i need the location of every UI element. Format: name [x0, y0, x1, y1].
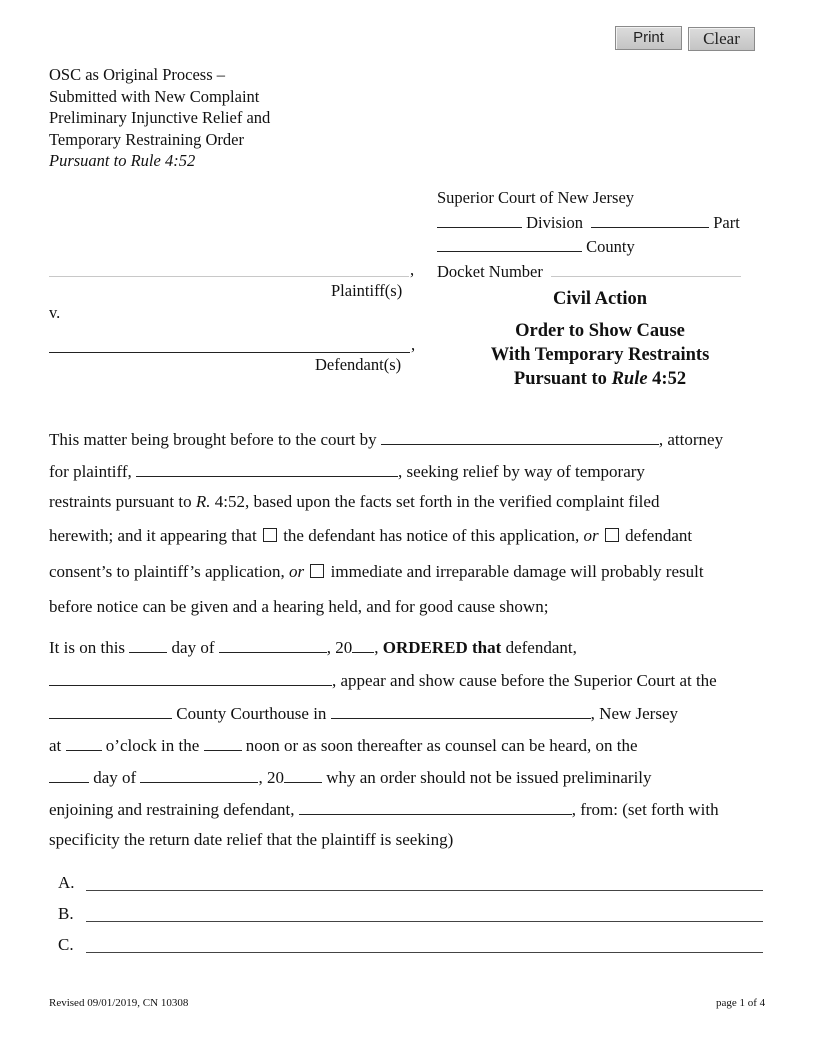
footer-page-number: page 1 of 4	[716, 997, 766, 1009]
p2-line-4: at o’clock in the noon or as soon thereafter as counsel can be heard, on the	[49, 733, 638, 757]
order-month-field[interactable]	[219, 635, 327, 653]
part-field[interactable]	[591, 211, 709, 228]
part-label: Part	[713, 212, 740, 232]
header-line-3: Preliminary Injunctive Relief and	[49, 108, 271, 127]
courthouse-county-field[interactable]	[49, 701, 172, 719]
header-line-1: OSC as Original Process –	[49, 65, 225, 84]
header-line-5: Pursuant to Rule 4:52	[49, 151, 196, 170]
order-year-field[interactable]	[352, 635, 374, 653]
p2-line-1: It is on this day of , 20 , ORDERED that defendant,	[49, 635, 577, 659]
header-line-4: Temporary Restraining Order	[49, 129, 244, 149]
consent-checkbox[interactable]	[605, 528, 619, 542]
defendant-comma: ,	[411, 335, 416, 354]
p2-line-7: specificity the return date relief that the plaintiff is seeking)	[49, 830, 454, 849]
court-block	[437, 187, 767, 282]
relief-label-c: C.	[58, 935, 74, 954]
return-day-field[interactable]	[49, 765, 89, 783]
plaintiff-name-field[interactable]	[49, 258, 409, 277]
court-name: Superior Court of New Jersey	[437, 188, 635, 207]
p2-line-6: enjoining and restraining defendant, , from: (set forth with	[49, 797, 719, 821]
plaintiff-label: Plaintiff(s)	[331, 281, 403, 300]
footer-revised: Revised 09/01/2019, CN 10308	[49, 997, 189, 1009]
title-line-2: Order to Show Cause	[515, 321, 685, 341]
court-by-field[interactable]	[381, 427, 659, 445]
p1-line-2: for plaintiff, , seeking relief by way of temporary	[49, 459, 645, 483]
docket-label: Docket Number	[437, 261, 543, 281]
return-year-field[interactable]	[284, 765, 322, 783]
county-label: County	[586, 237, 635, 256]
p1-line-6: before notice can be given and a hearing held, and for good cause shown;	[49, 597, 549, 616]
division-field[interactable]	[437, 211, 522, 228]
hearing-noon-field[interactable]	[204, 733, 242, 751]
plaintiff-attorney-field[interactable]	[136, 459, 398, 477]
p1-line-5: consent’s to plaintiff’s application, or immediate and irreparable damage will probably result	[49, 562, 704, 581]
p1-line-1: This matter being brought before to the court by , attorney	[49, 427, 723, 451]
document-title	[440, 287, 760, 391]
print-button[interactable]: Print	[615, 26, 682, 50]
relief-label-b: B.	[58, 904, 74, 923]
p2-line-3: County Courthouse in , New Jersey	[49, 701, 678, 725]
damage-checkbox[interactable]	[310, 564, 324, 578]
relief-field-a[interactable]	[86, 889, 763, 891]
title-line-3: With Temporary Restraints	[490, 345, 710, 365]
hearing-hour-field[interactable]	[66, 733, 102, 751]
p2-line-5: day of , 20 why an order should not be issued preliminarily	[49, 765, 652, 789]
notice-checkbox[interactable]	[263, 528, 277, 542]
docket-field[interactable]	[551, 260, 741, 277]
form-header	[49, 64, 270, 172]
p1-line-4: herewith; and it appearing that the defendant has notice of this application, or defendant	[49, 526, 693, 545]
relief-label-a: A.	[58, 873, 75, 892]
title-line-4: Pursuant to Rule 4:52	[513, 369, 687, 389]
return-month-field[interactable]	[140, 765, 258, 783]
plaintiff-comma: ,	[410, 260, 415, 279]
courthouse-city-field[interactable]	[331, 701, 591, 719]
relief-field-b[interactable]	[86, 920, 763, 922]
p1-line-3: restraints pursuant to R. 4:52, based upon the facts set forth in the verified complaint filed	[49, 492, 660, 511]
versus-label: v.	[49, 303, 61, 322]
header-line-2: Submitted with New Complaint	[49, 86, 260, 106]
relief-field-c[interactable]	[86, 951, 763, 953]
county-field[interactable]	[437, 235, 582, 252]
defendant-name-field[interactable]	[49, 334, 410, 353]
order-day-field[interactable]	[129, 635, 167, 653]
defendant-appear-field[interactable]	[49, 668, 332, 686]
title-line-1: Civil Action	[552, 289, 648, 309]
defendant-label: Defendant(s)	[315, 355, 402, 374]
restrain-defendant-field[interactable]	[299, 797, 572, 815]
p2-line-2: , appear and show cause before the Superior Court at the	[49, 668, 717, 692]
clear-button[interactable]: Clear	[688, 27, 755, 51]
division-label: Division	[526, 212, 583, 232]
